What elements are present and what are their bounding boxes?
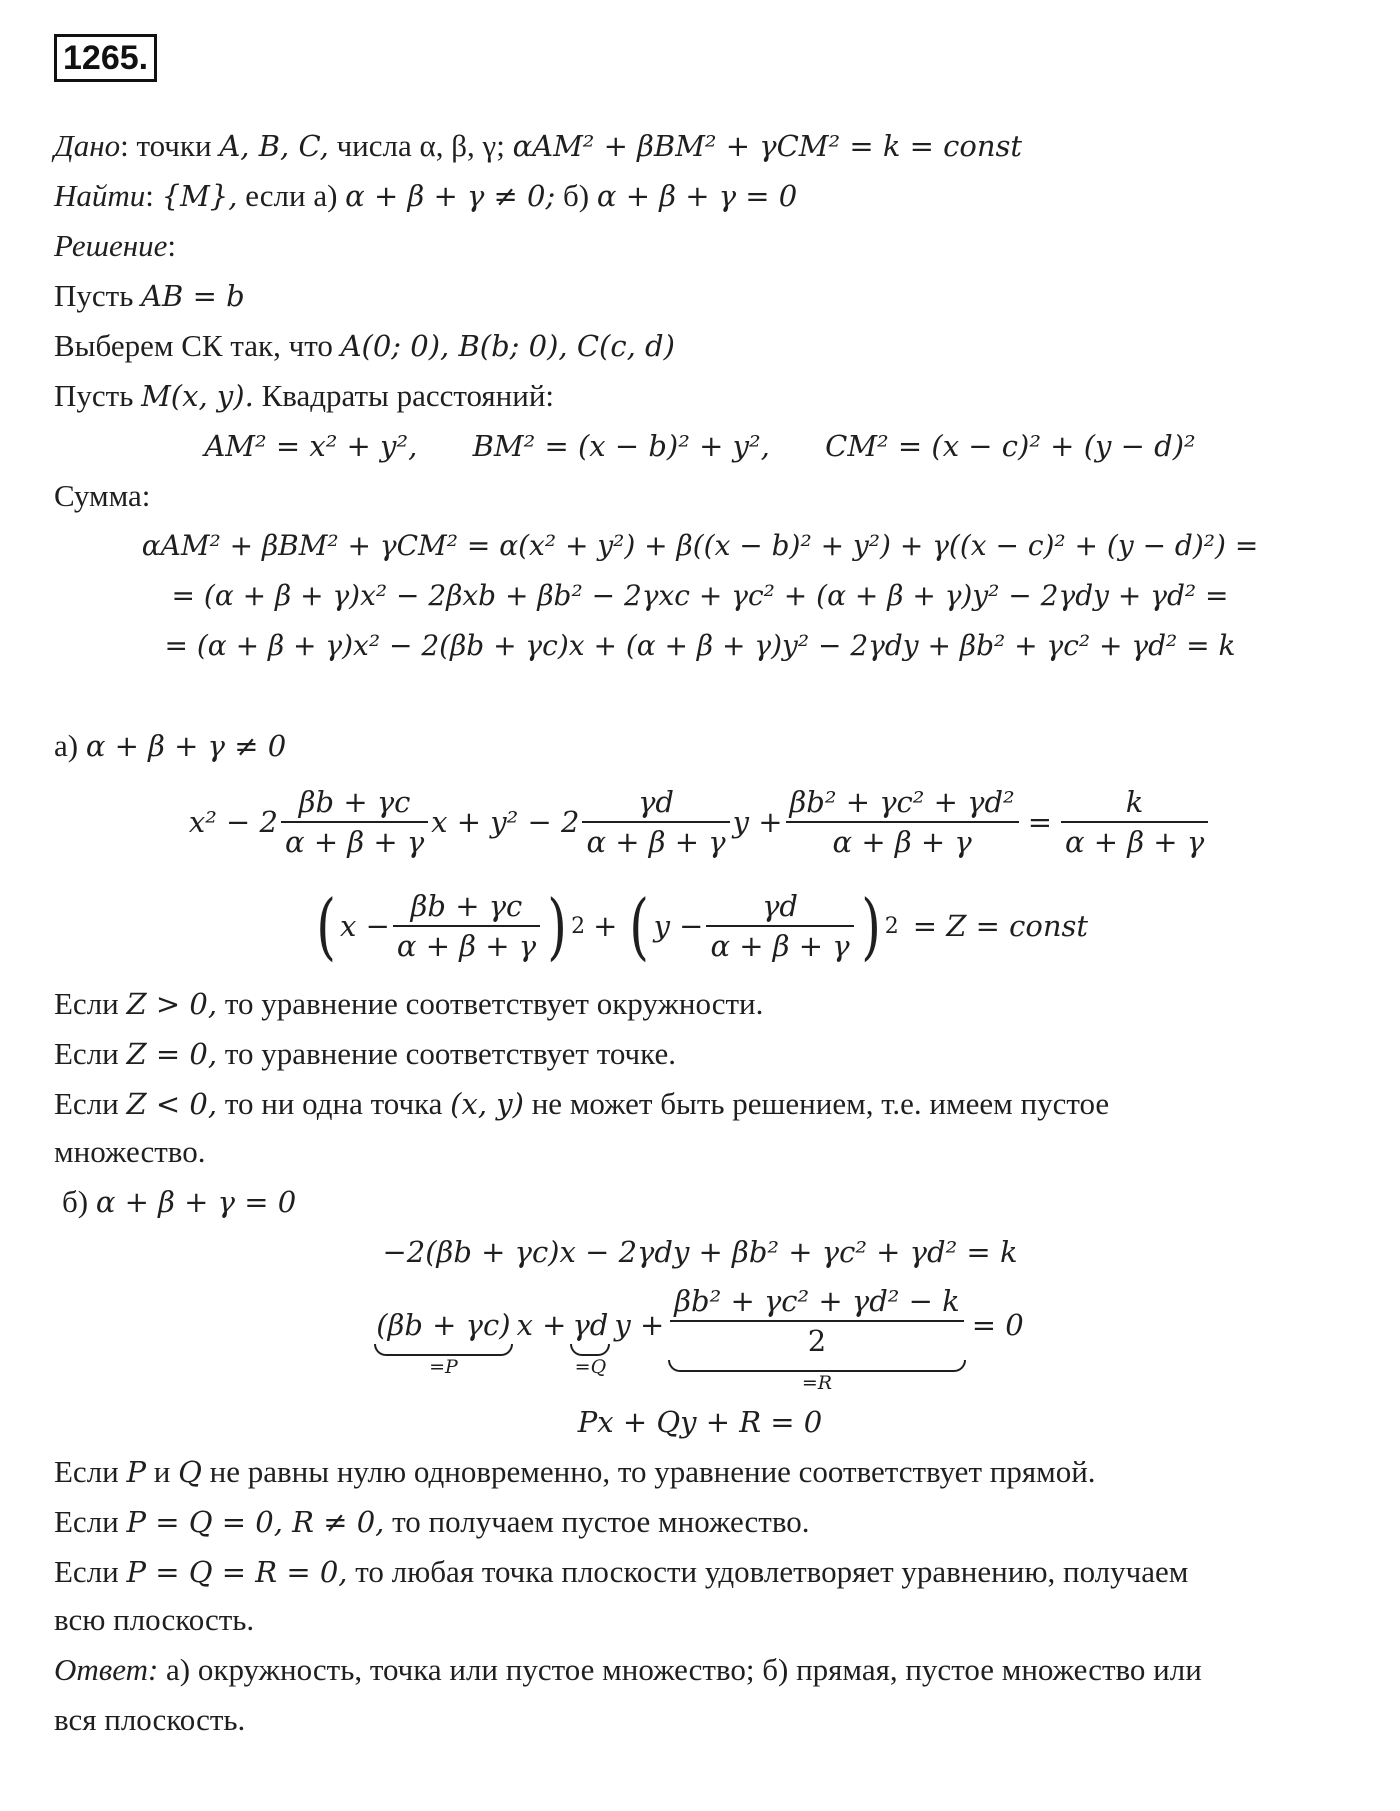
case-b-plane-case-cont: всю плоскость. (54, 1602, 255, 1637)
fraction: $\frac{k}{\alpha + \beta + \gamma}$ (1061, 783, 1208, 861)
case-b-line-case: Если P и Q не равны нулю одновременно, то уравнение соответствует прямой. (54, 1454, 1096, 1489)
fraction: $\frac{\gamma d}{\alpha + \beta + \gamma}$ (706, 887, 853, 965)
r-brace-group: $\frac{\text{βb² + γc² + γd² − k}}{2}$ =R (670, 1282, 963, 1394)
case-a-equation-1: x² − 2 $\frac{\beta b + \gamma c}{\alpha + \beta + \gamma}$ x + y² − 2 $\frac{\gamma d}{\alpha + \beta + \gamma}$ y + $\frac{\text{βb² + γc² + γd²}}{\alpha + \beta + \gamma}$ = $\frac{k}{\alpha + \beta + \gamma}$ (0, 774, 1400, 870)
underbrace (570, 1344, 610, 1356)
sum-label: Сумма: (54, 478, 151, 513)
coordinate-system-line: Выберем СК так, что A(0; 0), B(b; 0), C(c, d) (54, 328, 675, 363)
case-a-point-line: Если Z = 0, то уравнение соответствует точке. (54, 1036, 676, 1071)
solution-heading: Решение: (54, 228, 176, 263)
case-a-circle-line: Если Z > 0, то уравнение соответствует окружности. (54, 986, 764, 1021)
find-label: Найти (54, 178, 146, 213)
case-a-empty-line-cont: множество. (54, 1134, 206, 1169)
sum-line-2: = (α + β + γ)x² − 2βxb + βb² − 2γxc + γc² + (α + β + γ)y² − 2γdy + γd² = (171, 579, 1229, 612)
case-b-empty-case: Если P = Q = 0, R ≠ 0, то получаем пустое множество. (54, 1504, 810, 1539)
answer-label: Ответ: (54, 1652, 159, 1687)
given-line: Дано: точки A, B, C, числа α, β, γ; αAM² + βBM² + γCM² = k = const (54, 128, 1023, 163)
fraction: $\frac{\gamma d}{\alpha + \beta + \gamma}$ (582, 783, 729, 861)
case-b-equation-1: −2(βb + γc)x − 2γdy + βb² + γc² + γd² = k (382, 1235, 1018, 1269)
sum-line-1: αAM² + βBM² + γCM² = α(x² + y²) + β((x − b)² + y²) + γ((x − c)² + (y − d)²) = (141, 529, 1259, 562)
case-a-empty-line: Если Z < 0, то ни одна точка (x, y) не может быть решением, т.е. имеем пустое (54, 1086, 1110, 1121)
answer-line: Ответ: а) окружность, точка или пустое множество; б) прямая, пустое множество или (54, 1652, 1202, 1687)
given-label: Дано (54, 128, 121, 163)
case-b-heading: б) α + β + γ = 0 (62, 1184, 297, 1219)
q-brace-group: γd =Q (572, 1308, 609, 1378)
p-brace-group: (βb + γc) =P (376, 1308, 511, 1378)
case-b-plane-case: Если P = Q = R = 0, то любая точка плоскости удовлетворяет уравнению, получаем (54, 1554, 1189, 1589)
underbrace (668, 1360, 965, 1372)
case-b-equation-2: (βb + γc) =P x + γd =Q y + $\frac{\text{βb² + γc² + γd² − k}}{2}$ =R = 0 (376, 1284, 1024, 1394)
answer-line-cont: вся плоскость. (54, 1702, 246, 1737)
fraction: $\frac{\beta b + \gamma c}{\alpha + \beta + \gamma}$ (281, 783, 428, 861)
distances-formula: AM² = x² + y², BM² = (x − b)² + y², CM² = (x − c)² + (y − d)² (204, 429, 1196, 463)
problem-number: 1265. (54, 34, 157, 82)
fraction: $\frac{\text{βb² + γc² + γd²}}{\alpha + \beta + \gamma}$ (786, 783, 1019, 861)
fraction: $\frac{\beta b + \gamma c}{\alpha + \beta + \gamma}$ (393, 887, 540, 965)
case-a-heading: а) α + β + γ ≠ 0 (54, 728, 287, 763)
case-a-equation-2: ( x − $\frac{\beta b + \gamma c}{\alpha + \beta + \gamma}$ ) 2 + ( y − $\frac{\gamma d}{\alpha + \beta + \gamma}$ ) 2 = Z = const (316, 884, 1089, 968)
sum-line-3: = (α + β + γ)x² − 2(βb + γc)x + (α + β + γ)y² − 2γdy + βb² + γc² + γd² = k (164, 629, 1236, 662)
let-ab-line: Пусть AB = b (54, 278, 245, 313)
let-m-line: Пусть M(x, y). Квадраты расстояний: (54, 378, 555, 413)
case-b-equation-3: Px + Qy + R = 0 (577, 1405, 823, 1439)
fraction: $\frac{\text{βb² + γc² + γd² − k}}{2}$ (670, 1282, 963, 1360)
underbrace (374, 1344, 512, 1356)
find-line: Найти: {M}, если а) α + β + γ ≠ 0; б) α + β + γ = 0 (54, 178, 798, 213)
